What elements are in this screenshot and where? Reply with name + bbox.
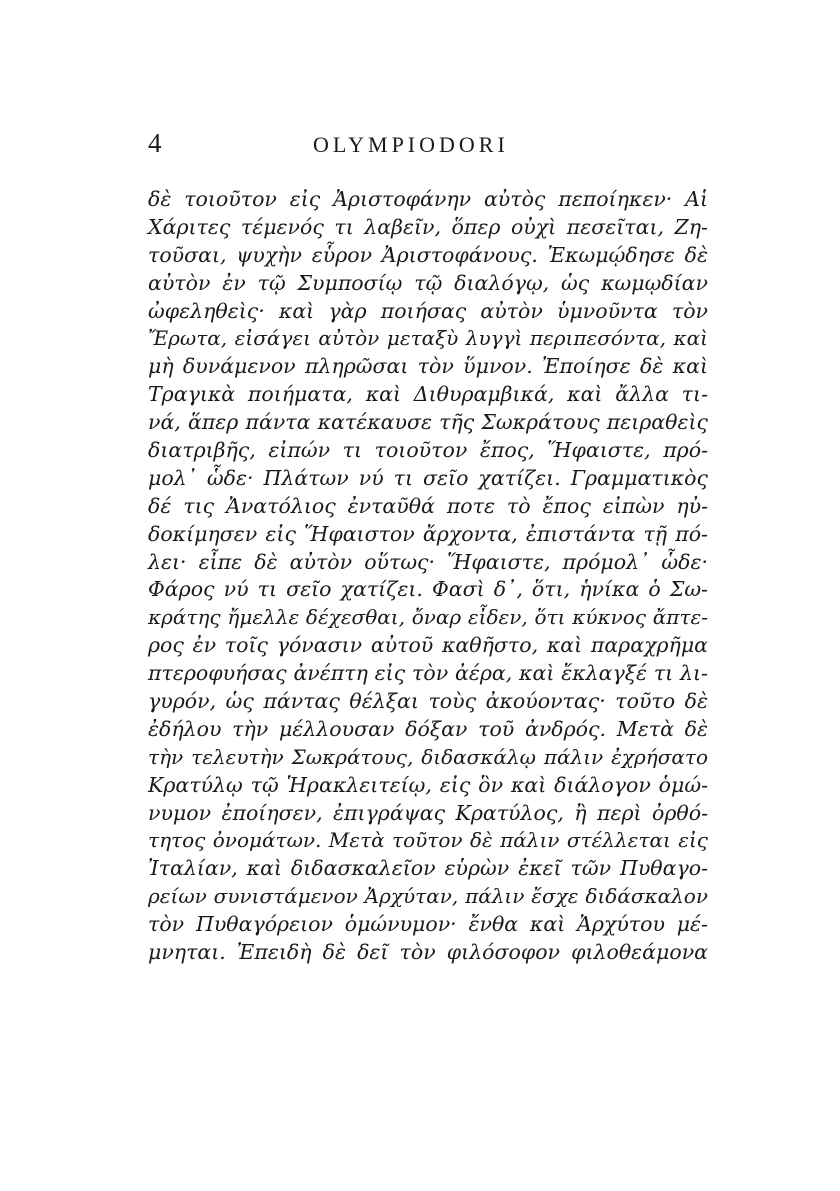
text-line: Ἔρωτα, εἰσάγει αὐτὸν μεταξὺ λυγγὶ περιπεσόντα, καὶ [148, 326, 708, 351]
text-line: ρος ἐν τοῖς γόνασιν αὐτοῦ καθῆστο, καὶ παραχρῆμα [148, 633, 708, 658]
body-text [148, 186, 708, 967]
text-line: μολ᾽ ὧδε· Πλάτων νύ τι σεῖο χατίζει. Γραμματικὸς [148, 465, 708, 490]
text-line: γυρόν, ὡς πάντας θέλξαι τοὺς ἀκούοντας· τοῦτο δὲ [148, 689, 708, 714]
text-line: ὠφεληθεὶς· καὶ γὰρ ποιήσας αὐτὸν ὑμνοῦντα τὸν [148, 298, 708, 323]
text-line: τητος ὀνομάτων. Μετὰ τοῦτον δὲ πάλιν στέλλεται εἰς [148, 828, 708, 853]
text-line: πτεροφυήσας ἀνέπτη εἰς τὸν ἀέρα, καὶ ἔκλαγξέ τι λι- [148, 661, 708, 686]
text-line: Φάρος νύ τι σεῖο χατίζει. Φασὶ δ᾽, ὅτι, ἡνίκα ὁ Σω- [148, 577, 708, 602]
text-line: τοῦσαι, ψυχὴν εὗρον Ἀριστοφάνους. Ἐκωμῴδησε δὲ [148, 242, 708, 267]
text-line: Χάριτες τέμενός τι λαβεῖν, ὅπερ οὐχὶ πεσεῖται, Ζη- [148, 214, 708, 239]
text-line: τὸν Πυθαγόρειον ὁμώνυμον· ἔνθα καὶ Ἀρχύτου μέ- [148, 912, 708, 937]
running-head: OLYMPIODORI [313, 132, 509, 157]
text-line: δοκίμησεν εἰς Ἥφαιστον ἄρχοντα, ἐπιστάντα τῇ πό- [148, 521, 708, 546]
text-line: δὲ τοιοῦτον εἰς Ἀριστοφάνην αὐτὸς πεποίηκεν· Αἱ [148, 187, 708, 211]
text-line: μνηται. Ἐπειδὴ δὲ δεῖ τὸν φιλόσοφον φιλοθεάμονα [148, 940, 708, 965]
text-line: νυμον ἐποίησεν, ἐπιγράψας Κρατύλος, ἢ περὶ ὀρθό- [148, 800, 708, 825]
text-line: ρείων συνιστάμενον Ἀρχύταν, πάλιν ἔσχε διδάσκαλον [148, 884, 708, 909]
text-line: δέ τις Ἀνατόλιος ἐνταῦθά ποτε τὸ ἔπος εἰπὼν ηὐ- [148, 493, 708, 518]
text-line: κράτης ἤμελλε δέχεσθαι, ὄναρ εἶδεν, ὅτι κύκνος ἄπτε- [148, 605, 708, 630]
page-number: 4 [148, 128, 162, 158]
text-line: μὴ δυνάμενον πληρῶσαι τὸν ὕμνον. Ἐποίησε δὲ καὶ [148, 354, 708, 379]
text-line: Τραγικὰ ποιήματα, καὶ Διθυραμβικά, καὶ ἄλλα τι- [148, 382, 708, 407]
text-line: αὐτὸν ἐν τῷ Συμποσίῳ τῷ διαλόγῳ, ὡς κωμῳδίαν [148, 270, 708, 295]
text-line: ἐδήλου τὴν μέλλουσαν δόξαν τοῦ ἀνδρός. Μετὰ δὲ [148, 716, 708, 741]
text-line: νά, ἅπερ πάντα κατέκαυσε τῆς Σωκράτους πειραθεὶς [148, 410, 708, 435]
text-line: διατριβῆς, εἰπών τι τοιοῦτον ἔπος, Ἥφαιστε, πρό- [148, 438, 708, 463]
text-line: Κρατύλῳ τῷ Ἡρακλειτείῳ, εἰς ὃν καὶ διάλογον ὁμώ- [148, 772, 708, 797]
page-header [148, 128, 708, 168]
text-line: λει· εἶπε δὲ αὐτὸν οὕτως· Ἥφαιστε, πρόμολ᾽ ὧδε· [148, 549, 708, 574]
text-line: τὴν τελευτὴν Σωκράτους, διδασκάλῳ πάλιν ἐχρήσατο [148, 744, 708, 769]
text-line: Ἰταλίαν, καὶ διδασκαλεῖον εὑρὼν ἐκεῖ τῶν Πυθαγο- [148, 856, 708, 881]
